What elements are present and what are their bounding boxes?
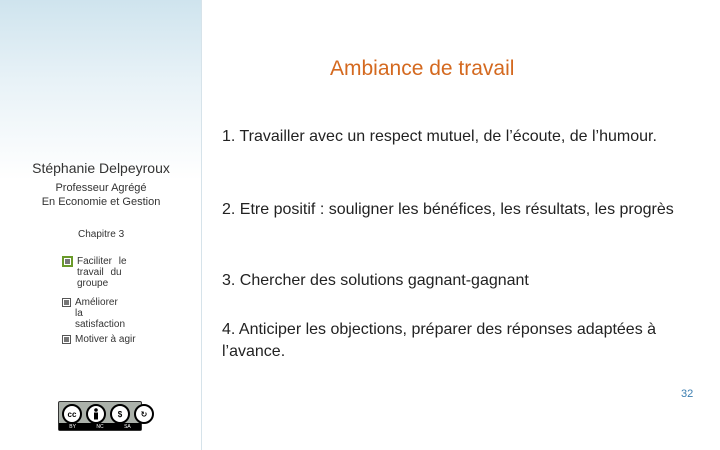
point-1: 1. Travailler avec un respect mutuel, de l’écoute, de l’humour. <box>222 128 657 145</box>
license-label-sa: SA <box>124 423 131 430</box>
license-labels <box>59 423 141 430</box>
page-number: 32 <box>681 388 694 400</box>
point-3: 3. Chercher des solutions gagnant-gagnant <box>222 272 529 289</box>
point-4: 4. Anticiper les objections, préparer des réponses adaptées à l’avance. <box>222 321 657 360</box>
by-icon <box>86 404 106 424</box>
sidebar <box>0 0 202 450</box>
checkbox-bullet-icon <box>62 298 71 307</box>
author-field: En Economie et Gestion <box>41 196 161 208</box>
author-role: Professeur Agrégé <box>55 182 147 194</box>
checkbox-bullet-icon <box>62 335 71 344</box>
chapter-item-ameliorer[interactable] <box>62 297 143 330</box>
chapter-item-label: Améliorer la satisfaction <box>75 297 126 330</box>
sa-icon: ↻ <box>134 404 154 424</box>
author-name: Stéphanie Delpeyroux <box>32 160 170 176</box>
checkbox-bullet-icon <box>62 256 73 267</box>
chapter-item-motiver[interactable] <box>62 334 165 345</box>
point-2: 2. Etre positif : souligner les bénéfices, les résultats, les progrès <box>222 201 674 218</box>
license-label-nc: NC <box>96 423 104 430</box>
cc-license-badge[interactable] <box>58 401 148 431</box>
chapter-label: Chapitre 3 <box>78 229 125 240</box>
chapter-item-label: Motiver à agir <box>75 334 136 345</box>
license-label-by: BY <box>69 423 76 430</box>
chapter-item-label: Faciliter le travail du groupe <box>77 256 127 289</box>
nc-icon: $ <box>110 404 130 424</box>
cc-icon: cc <box>62 404 82 424</box>
slide-title: Ambiance de travail <box>330 57 515 80</box>
chapter-item-faciliter[interactable] <box>62 256 147 289</box>
